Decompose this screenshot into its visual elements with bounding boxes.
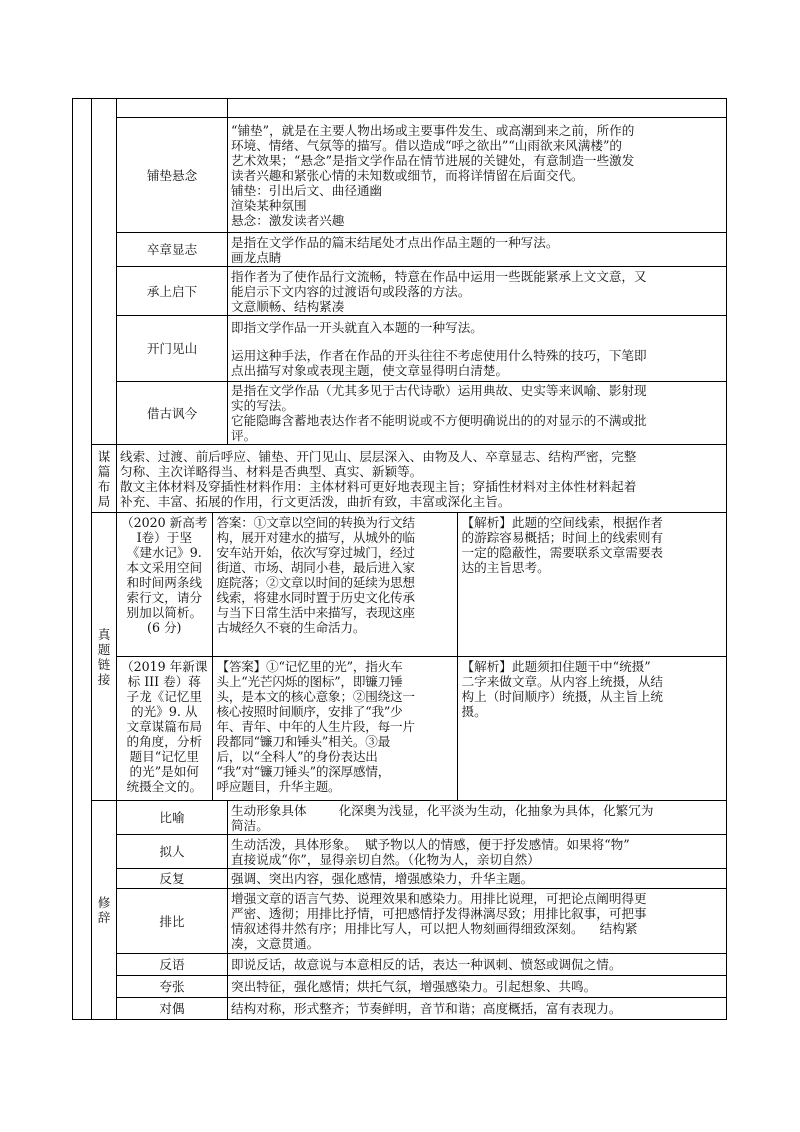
text-line: 后，以“全科人”的身份表达出 (216, 748, 378, 764)
device-name: 借古讽今 (117, 382, 228, 445)
table-row (73, 976, 727, 998)
device-description (228, 316, 727, 382)
text-line: 是指在文学作品（尤其多见于古代诗歌）运用典故、史实等来讽喻、影射现 (231, 383, 647, 398)
text-line: 渲染某种氛围 (231, 197, 307, 213)
text-line: 核心按照时间顺序，安排了“我”少 (216, 703, 403, 719)
blank-name-cell (117, 99, 228, 118)
layout-row (73, 445, 727, 513)
device-description (228, 118, 727, 233)
rhetoric-description (228, 998, 727, 1020)
knowledge-table (72, 98, 727, 1020)
text-line: 索行文，请分 (126, 590, 203, 605)
table-row (73, 267, 727, 316)
table-row (73, 316, 727, 382)
section-label-rhetoric (92, 801, 117, 1020)
section-label-char: 篇 (97, 463, 111, 479)
exam-inner-table (117, 513, 727, 800)
section-label-char: 真 (97, 626, 111, 642)
text-line: 铺垫：引出后文、曲径通幽 (231, 182, 383, 198)
text-line: 严密、透彻；用排比抒情，可把感情抒发得淋漓尽致；用排比叙事，可把事 (231, 906, 647, 921)
text-line: 呼应题目，升华主题。 (216, 778, 341, 794)
exam-question (117, 656, 212, 800)
text-line: 评。 (231, 428, 257, 443)
section-label-exam (92, 513, 117, 801)
text-line: 头上“光芒闪烁的图标”，即镰刀锤 (216, 673, 403, 689)
text-line: 的角度，分析 (126, 733, 203, 749)
text-line: 的光”是如何 (129, 763, 199, 779)
text-line: 悬念：激发读者兴趣 (231, 212, 345, 228)
section-label-char: 题 (97, 641, 111, 657)
text-line: 即说反话，故意说与本意相反的话，表达一种讽刺、愤怒或调侃之情。 (231, 957, 622, 972)
rhetoric-name: 夸张 (117, 976, 228, 998)
section-label-char: 辞 (97, 910, 111, 925)
text-line: 散文主体材料及穿插性材料作用：主体材料可更好地表现主旨；穿插性材料对主体性材料起着 (120, 478, 637, 494)
section-label-char: 布 (97, 478, 111, 494)
text-line: 文章谋篇布局 (126, 718, 203, 734)
text-line: 匀称、主次详略得当、材料是否典型、真实、新颖等。 (120, 463, 423, 479)
text-line: 强调、突出内容，强化感情，增强感染力，升华主题。 (231, 871, 534, 886)
text-line: 本文采用空间 (126, 560, 203, 575)
exam-answer (212, 656, 457, 800)
text-line: 点出描写对象或表现主题，使文章显得明白清楚。 (231, 362, 509, 378)
outer-column-cell (73, 99, 92, 1020)
table-row (73, 954, 727, 976)
section-label-char: 谋 (97, 448, 111, 464)
text-line: 段都同“镰刀和锤头”相关。③最 (216, 733, 391, 749)
text-line: 情叙述得井然有序；用排比写人，可以把人物刻画得细致深刻。 结构紧 (231, 921, 638, 936)
text-line: （2019 年新课 (121, 658, 208, 674)
text-line: 二字来做文章。从内容上统摄，从结 (461, 673, 663, 689)
device-name: 开门见山 (117, 316, 228, 382)
text-line: 线索，将建水同时置于历史文化传承 (216, 590, 415, 605)
text-line: 艺术效果；“悬念”是指文学作品在情节进展的关键处，有意制造一些激发 (231, 152, 635, 168)
text-line: 生动形象具体 化深奥为浅显，化平淡为生动，化抽象为具体，化繁冗为 (231, 802, 654, 818)
rhetoric-description (228, 869, 727, 889)
exam-item (117, 513, 727, 656)
text-line: 子龙《记忆里 (126, 688, 203, 704)
blank-desc-cell (228, 99, 727, 118)
device-description (228, 233, 727, 267)
rhetoric-name: 反复 (117, 869, 228, 889)
exam-item (117, 656, 727, 800)
text-line: 达的主旨思考。 (461, 560, 550, 575)
rhetoric-description (228, 889, 727, 954)
section-label-char: 链 (97, 656, 111, 672)
text-line: 的光》9. 从 (131, 703, 198, 719)
table-row (73, 998, 727, 1020)
text-line: 补充、丰富、拓展的作用，行文更活泼，曲折有致，丰富或深化主旨。 (120, 493, 511, 509)
table-row (73, 801, 727, 835)
text-line: 街道、市场、胡同小巷，最后进入家 (216, 560, 415, 575)
rhetoric-description (228, 835, 727, 869)
section-label-layout (92, 445, 117, 513)
device-name: 承上启下 (117, 267, 228, 316)
rhetoric-name: 反语 (117, 954, 228, 976)
text-line: 是指在文学作品的篇末结尾处才点出作品主题的一种写法。 (231, 234, 559, 250)
text-line: 【答案】①“记忆里的光”，指火车 (216, 658, 403, 674)
section-label-char: 局 (97, 493, 111, 509)
text-line: 年、青年、中年的人生片段，每一片 (216, 718, 415, 734)
text-line: 生动活泼，具体形象。 赋予物以人的情感，便于抒发感情。如果将“物” (231, 836, 630, 852)
table-row (73, 233, 727, 267)
rhetoric-name: 比喻 (117, 801, 228, 835)
device-description (228, 382, 727, 445)
section-label-text (95, 627, 113, 687)
exam-row (73, 513, 727, 801)
text-line: 题目“记忆里 (129, 748, 199, 764)
device-name: 铺垫悬念 (117, 118, 228, 233)
text-line: 增强文章的语言气势、说理效果和感染力。用排比说理，可把论点阐明得更 (231, 891, 647, 906)
blank-line (231, 335, 723, 348)
table-row (73, 835, 727, 869)
table-row (73, 869, 727, 889)
table-row (73, 889, 727, 954)
text-line: 文意顺畅、结构紧凑 (231, 298, 345, 314)
text-line: (6 分) (147, 620, 182, 635)
text-line: 与当下日常生活中来描写，表现这座 (216, 605, 415, 620)
section-label-char: 修 (97, 895, 111, 910)
text-line: 【解析】此题须扣住题干中“统摄” (461, 658, 651, 674)
exam-analysis (457, 513, 727, 656)
text-line: 直接说成“你”，显得亲切自然。（化物为人，亲切自然） (231, 851, 540, 867)
text-line: 指作者为了使作品行文流畅，特意在作品中运用一些既能紧承上文文意，又 (231, 268, 647, 284)
text-line: 构上（时间顺序）统摄，从主旨上统 (461, 688, 663, 704)
table-row (73, 382, 727, 445)
text-line: 读者兴趣和紧张心情的未知数或细节，而将详情留在后面交代。 (231, 167, 584, 183)
rhetoric-name: 排比 (117, 889, 228, 954)
text-line: 画龙点睛 (231, 249, 282, 265)
exam-question (117, 513, 212, 656)
text-line: 和时间两条线 (126, 575, 203, 590)
text-line: “我”对“镰刀锤头”的深厚感情， (216, 763, 391, 779)
section-label-char: 接 (97, 671, 111, 687)
rhetoric-description (228, 976, 727, 998)
text-line: 古城经久不衰的生命活力。 (216, 620, 366, 635)
text-line: 《建水记》9. (126, 545, 202, 560)
text-line: 统摄全文的。 (126, 778, 203, 794)
blank-top-row (73, 99, 727, 118)
text-line: 能启示下文内容的过渡语句或段落的方法。 (231, 283, 471, 299)
section-label-text (95, 449, 113, 509)
text-line: 结构对称，形式整齐；节奏鲜明，音节和谐；高度概括，富有表现力。 (231, 1001, 622, 1016)
text-line: 一定的隐蔽性，需要联系文章需要表 (461, 545, 663, 560)
text-line: 运用这种手法，作者在作品的开头往往不考虑使用什么特殊的技巧，下笔即 (231, 347, 647, 363)
text-line: 【解析】此题的空间线索，根据作者 (461, 515, 663, 530)
text-line: 即指文学作品一开头就直入本题的一种写法。 (231, 319, 483, 335)
text-line: 摄。 (461, 703, 487, 719)
device-description (228, 267, 727, 316)
exam-inner-cell (117, 513, 727, 801)
text-line: “铺垫”，就是在主要人物出场或主要事件发生、或高潮到来之前，所作的 (231, 122, 635, 138)
text-line: 安车站开始，依次写穿过城门，经过 (216, 545, 415, 560)
text-line: 实的写法。 (231, 398, 294, 413)
exam-answer (212, 513, 457, 656)
text-line: 线索、过渡、前后呼应、铺垫、开门见山、层层深入、由物及人、卒章显志、结构严密，完整 (120, 448, 637, 464)
text-line: 标 III 卷）蒋 (127, 673, 201, 689)
device-name: 卒章显志 (117, 233, 228, 267)
rhetoric-description (228, 954, 727, 976)
text-line: 构，展开对建水的描写，从城外的临 (216, 530, 415, 545)
text-line: 突出特征，强化感情；烘托气氛，增强感染力。引起想象、共鸣。 (231, 979, 597, 994)
rhetoric-name: 拟人 (117, 835, 228, 869)
layout-description (117, 445, 727, 513)
rhetoric-name: 对偶 (117, 998, 228, 1020)
text-line: 它能隐晦含蓄地表达作者不能明说或不方便明确说出的的对显示的不满或批 (231, 413, 647, 428)
rhetoric-description (228, 801, 727, 835)
text-line: 的游踪容易概括；时间上的线索则有 (461, 530, 663, 545)
text-line: Ⅰ卷）于坚 (136, 530, 192, 545)
section-label-cell-top (92, 99, 117, 445)
text-line: 环境、情绪、气氛等的描写。借以造成“呼之欲出”“山雨欲来风满楼”的 (231, 137, 622, 153)
section-label-text (95, 895, 113, 925)
text-line: 别加以简析。 (126, 605, 203, 620)
text-line: 头，是本文的核心意象；②围绕这一 (216, 688, 415, 704)
text-line: 简洁。 (231, 817, 269, 833)
table-body (73, 99, 727, 1020)
text-line: 答案：①文章以空间的转换为行文结 (216, 515, 415, 530)
table-row (73, 118, 727, 233)
text-line: （2020 新高考 (121, 515, 208, 530)
text-line: 凑，文意贯通。 (231, 936, 320, 951)
exam-analysis (457, 656, 727, 800)
text-line: 庭院落；②文章以时间的延续为思想 (216, 575, 415, 590)
